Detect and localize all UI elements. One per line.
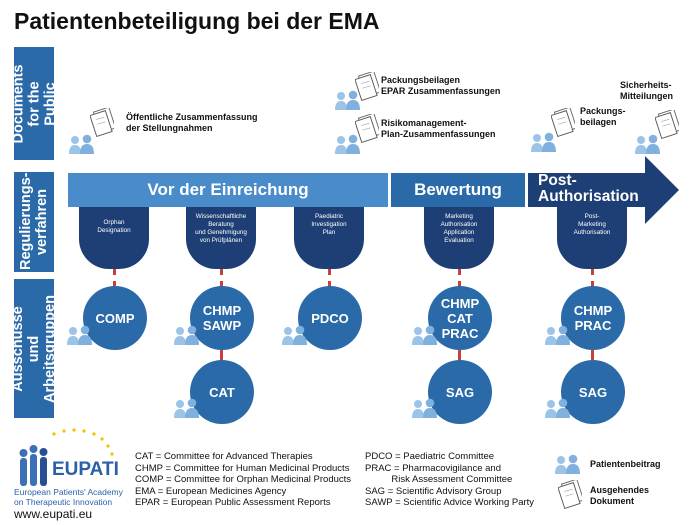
circle-sag: SAG <box>428 360 492 424</box>
key-patient-label: Patientenbeitrag <box>590 459 661 469</box>
connector-dash <box>591 350 594 360</box>
patient-icon <box>173 325 203 345</box>
connector-dash <box>458 350 461 360</box>
connector-dash <box>591 269 594 287</box>
patient-icon <box>173 398 203 418</box>
document-icon <box>558 480 582 510</box>
connector-dash <box>328 269 331 287</box>
doc-label-package-post: Packungs- beilagen <box>580 106 626 127</box>
tab-marketing-authorisation: Marketing Authorisation Application Evaluation <box>424 207 494 269</box>
side-label-documents: Documents for the Public <box>14 47 54 160</box>
doc-label-rmp: Risikomanagement- Plan-Zusammenfassungen <box>381 118 496 139</box>
doc-label-safety: Sicherheits- Mitteilungen <box>620 80 673 101</box>
connector-dash <box>220 350 223 360</box>
doc-label-public-summary: Öffentliche Zusammenfassung der Stellungnahmen <box>126 112 258 133</box>
tab-orphan-designation: Orphan Designation <box>79 207 149 269</box>
circle-chmp-sawp: CHMP SAWP <box>190 286 254 350</box>
side-label-regulatory: Regulierungs-verfahren <box>14 172 54 272</box>
band-pre-submission: Vor der Einreichung <box>68 173 388 207</box>
circle-comp: COMP <box>83 286 147 350</box>
patient-icon <box>530 132 560 152</box>
circle-chmp-prac: CHMP PRAC <box>561 286 625 350</box>
logo-name: EUPATI <box>52 459 119 480</box>
patient-icon <box>554 454 584 474</box>
doc-label-epar: Packungsbeilagen EPAR Zusammenfassungen <box>381 75 501 96</box>
band-evaluation: Bewertung <box>391 173 525 207</box>
circle-pdco: PDCO <box>298 286 362 350</box>
circle-chmp-cat-prac: CHMP CAT PRAC <box>428 286 492 350</box>
logo-tagline: European Patients' Academy on Therapeutic Innovation <box>14 487 123 507</box>
key-doc-label: Ausgehendes Dokument <box>590 485 650 506</box>
patient-icon <box>634 134 664 154</box>
page-title: Patientenbeteiligung bei der EMA <box>14 8 380 34</box>
patient-icon <box>281 325 311 345</box>
logo-url: www.eupati.eu <box>14 507 93 521</box>
band-post-authorisation-label: Post-Authorisation <box>538 172 639 205</box>
side-label-committees: Ausschüsse und Arbeitsgruppen <box>14 279 54 418</box>
tab-paediatric-plan: Paediatric Investigation Plan <box>294 207 364 269</box>
circle-sag: SAG <box>561 360 625 424</box>
band-post-authorisation <box>528 173 645 207</box>
connector-dash <box>220 269 223 287</box>
patient-icon <box>66 325 96 345</box>
patient-icon <box>334 134 364 154</box>
connector-dash <box>113 269 116 287</box>
patient-icon <box>334 90 364 110</box>
legend-right: PDCO = Paediatric Committee PRAC = Pharmacovigilance and Risk Assessment Committee SAG = Scientific Advisory Group SAWP = Scientific Advice Working Party <box>365 451 535 508</box>
connector-dash <box>458 269 461 287</box>
patient-icon <box>411 325 441 345</box>
patient-icon <box>544 325 574 345</box>
patient-icon <box>411 398 441 418</box>
patient-icon <box>544 398 574 418</box>
patient-icon <box>68 134 98 154</box>
circle-cat: CAT <box>190 360 254 424</box>
tab-scientific-advice: Wissenschaftliche Beratung und Genehmigung von Prüfplänen <box>186 207 256 269</box>
arrow-head-icon <box>645 156 679 224</box>
tab-post-marketing: Post- Marketing Authorisation <box>557 207 627 269</box>
legend-left: CAT = Committee for Advanced Therapies CHMP = Committee for Human Medicinal Products COMP = Committee for Orphan Medicinal Products EMA = European Medicines Agency EPAR = European Public Assessment Reports <box>135 451 352 508</box>
